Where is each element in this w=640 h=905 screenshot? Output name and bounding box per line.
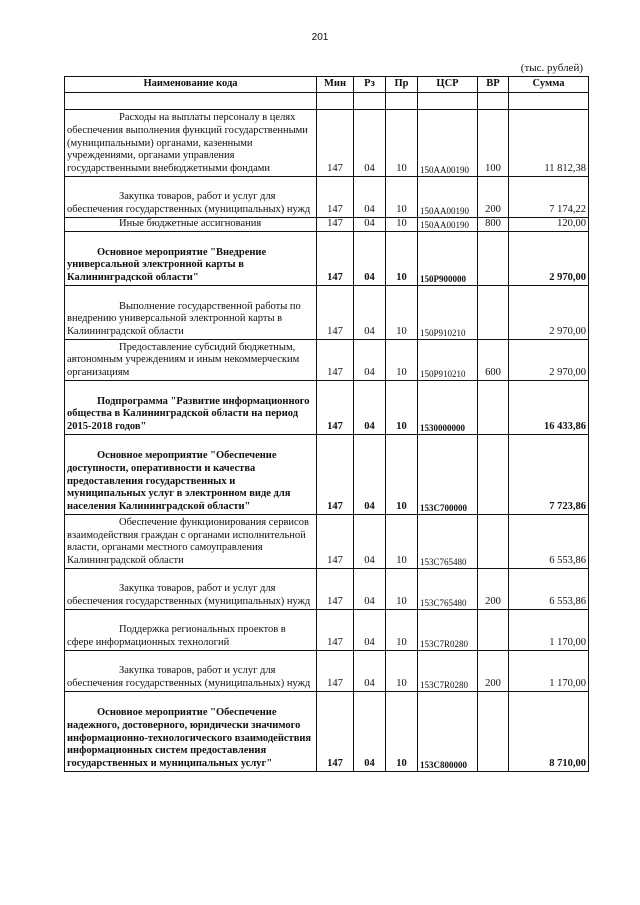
cell-pr: 10 bbox=[386, 692, 418, 772]
table-row bbox=[65, 435, 589, 515]
cell-name: Поддержка региональных проектов в сфере информационных технологий bbox=[65, 610, 317, 651]
cell-min: 147 bbox=[317, 232, 354, 286]
cell-rz: 04 bbox=[354, 692, 386, 772]
cell-sum: 6 553,86 bbox=[509, 569, 589, 610]
units-label: (тыс. рублей) bbox=[520, 62, 583, 74]
table-row bbox=[65, 340, 589, 381]
cell-min: 147 bbox=[317, 218, 354, 232]
table-row bbox=[65, 381, 589, 435]
cell-pr: 10 bbox=[386, 218, 418, 232]
cell-name: Предоставление субсидий бюджетным, автономным учреждениям и иным некоммерческим организациям bbox=[65, 340, 317, 381]
cell-csr: 150Р900000 bbox=[418, 232, 478, 286]
cell-csr: 150Р910210 bbox=[418, 286, 478, 340]
cell-min: 147 bbox=[317, 569, 354, 610]
table-row bbox=[65, 651, 589, 692]
cell-min: 147 bbox=[317, 177, 354, 218]
cell-csr: 153С700000 bbox=[418, 435, 478, 515]
table-row bbox=[65, 515, 589, 569]
cell-min: 147 bbox=[317, 692, 354, 772]
spacer-row bbox=[65, 93, 589, 110]
table-row bbox=[65, 218, 589, 232]
cell-csr: 150АА00190 bbox=[418, 218, 478, 232]
cell-vr bbox=[478, 286, 509, 340]
cell-name: Основное мероприятие "Обеспечение доступности, оперативности и качества предоставления государственных и муниципальных услуг в электронном виде для населения Калининградской области" bbox=[65, 435, 317, 515]
cell-csr: 153С7R0280 bbox=[418, 651, 478, 692]
cell-rz: 04 bbox=[354, 340, 386, 381]
cell-name: Обеспечение функционирования сервисов взаимодействия граждан с органами исполнительной власти, органами местного самоуправления Калининградской области bbox=[65, 515, 317, 569]
cell-name: Закупка товаров, работ и услуг для обеспечения государственных (муниципальных) нужд bbox=[65, 569, 317, 610]
cell-min: 147 bbox=[317, 110, 354, 177]
cell-vr bbox=[478, 381, 509, 435]
cell-min: 147 bbox=[317, 435, 354, 515]
cell-name: Закупка товаров, работ и услуг для обеспечения государственных (муниципальных) нужд bbox=[65, 651, 317, 692]
cell-sum: 2 970,00 bbox=[509, 340, 589, 381]
cell-csr: 153С800000 bbox=[418, 692, 478, 772]
header-vr: ВР bbox=[478, 77, 509, 93]
cell-name: Подпрограмма "Развитие информационного общества в Калининградской области на период 2015-2018 годов" bbox=[65, 381, 317, 435]
cell-rz: 04 bbox=[354, 177, 386, 218]
cell-csr: 153С7R0280 bbox=[418, 610, 478, 651]
cell-rz: 04 bbox=[354, 381, 386, 435]
header-name: Наименование кода bbox=[65, 77, 317, 93]
cell-sum: 1 170,00 bbox=[509, 651, 589, 692]
cell-pr: 10 bbox=[386, 381, 418, 435]
cell-pr: 10 bbox=[386, 569, 418, 610]
cell-vr: 600 bbox=[478, 340, 509, 381]
cell-sum: 2 970,00 bbox=[509, 286, 589, 340]
cell-rz: 04 bbox=[354, 651, 386, 692]
cell-name: Выполнение государственной работы по внедрению универсальной электронной карты в Калининградской области bbox=[65, 286, 317, 340]
cell-csr: 153С765480 bbox=[418, 515, 478, 569]
table-body bbox=[65, 93, 589, 772]
cell-pr: 10 bbox=[386, 286, 418, 340]
cell-min: 147 bbox=[317, 381, 354, 435]
cell-pr: 10 bbox=[386, 177, 418, 218]
cell-sum: 1 170,00 bbox=[509, 610, 589, 651]
cell-pr: 10 bbox=[386, 610, 418, 651]
cell-vr bbox=[478, 515, 509, 569]
cell-min: 147 bbox=[317, 515, 354, 569]
cell-pr: 10 bbox=[386, 340, 418, 381]
cell-sum: 8 710,00 bbox=[509, 692, 589, 772]
cell-csr: 150Р910210 bbox=[418, 340, 478, 381]
cell-sum: 11 812,38 bbox=[509, 110, 589, 177]
cell-vr bbox=[478, 692, 509, 772]
cell-csr: 150АА00190 bbox=[418, 110, 478, 177]
cell-sum: 120,00 bbox=[509, 218, 589, 232]
cell-min: 147 bbox=[317, 286, 354, 340]
table-row bbox=[65, 286, 589, 340]
table-row bbox=[65, 610, 589, 651]
table-row bbox=[65, 692, 589, 772]
cell-vr: 200 bbox=[478, 651, 509, 692]
cell-name: Основное мероприятие "Внедрение универсальной электронной карты в Калининградской области" bbox=[65, 232, 317, 286]
cell-name: Закупка товаров, работ и услуг для обеспечения государственных (муниципальных) нужд bbox=[65, 177, 317, 218]
cell-rz: 04 bbox=[354, 515, 386, 569]
cell-sum: 7 723,86 bbox=[509, 435, 589, 515]
cell-pr: 10 bbox=[386, 435, 418, 515]
cell-rz: 04 bbox=[354, 232, 386, 286]
cell-vr bbox=[478, 610, 509, 651]
cell-name: Иные бюджетные ассигнования bbox=[65, 218, 317, 232]
table-row bbox=[65, 569, 589, 610]
cell-rz: 04 bbox=[354, 286, 386, 340]
cell-vr: 200 bbox=[478, 177, 509, 218]
cell-sum: 16 433,86 bbox=[509, 381, 589, 435]
header-csr: ЦСР bbox=[418, 77, 478, 93]
cell-vr: 100 bbox=[478, 110, 509, 177]
budget-table bbox=[64, 76, 589, 772]
cell-pr: 10 bbox=[386, 515, 418, 569]
cell-rz: 04 bbox=[354, 435, 386, 515]
cell-rz: 04 bbox=[354, 610, 386, 651]
header-min: Мин bbox=[317, 77, 354, 93]
cell-pr: 10 bbox=[386, 110, 418, 177]
header-rz: Рз bbox=[354, 77, 386, 93]
cell-csr: 153С765480 bbox=[418, 569, 478, 610]
cell-vr: 800 bbox=[478, 218, 509, 232]
cell-vr: 200 bbox=[478, 569, 509, 610]
cell-rz: 04 bbox=[354, 218, 386, 232]
cell-rz: 04 bbox=[354, 110, 386, 177]
cell-min: 147 bbox=[317, 610, 354, 651]
table-row bbox=[65, 110, 589, 177]
header-row bbox=[65, 77, 589, 93]
cell-min: 147 bbox=[317, 651, 354, 692]
cell-sum: 7 174,22 bbox=[509, 177, 589, 218]
cell-pr: 10 bbox=[386, 651, 418, 692]
cell-csr: 150АА00190 bbox=[418, 177, 478, 218]
table-row bbox=[65, 232, 589, 286]
cell-rz: 04 bbox=[354, 569, 386, 610]
cell-name: Расходы на выплаты персоналу в целях обеспечения выполнения функций государственными (муниципальными) органами, казенными учреждениями, органами управления государственными внебюджетными фондами bbox=[65, 110, 317, 177]
cell-sum: 2 970,00 bbox=[509, 232, 589, 286]
header-sum: Сумма bbox=[509, 77, 589, 93]
cell-csr: 1530000000 bbox=[418, 381, 478, 435]
cell-name: Основное мероприятие "Обеспечение надежного, достоверного, юридически значимого информационно-технологического взаимодействия информационных систем предоставления государственных и муниципальных услуг" bbox=[65, 692, 317, 772]
table-row bbox=[65, 177, 589, 218]
page-number: 201 bbox=[311, 32, 329, 43]
cell-vr bbox=[478, 435, 509, 515]
cell-pr: 10 bbox=[386, 232, 418, 286]
cell-vr bbox=[478, 232, 509, 286]
cell-sum: 6 553,86 bbox=[509, 515, 589, 569]
header-pr: Пр bbox=[386, 77, 418, 93]
cell-min: 147 bbox=[317, 340, 354, 381]
